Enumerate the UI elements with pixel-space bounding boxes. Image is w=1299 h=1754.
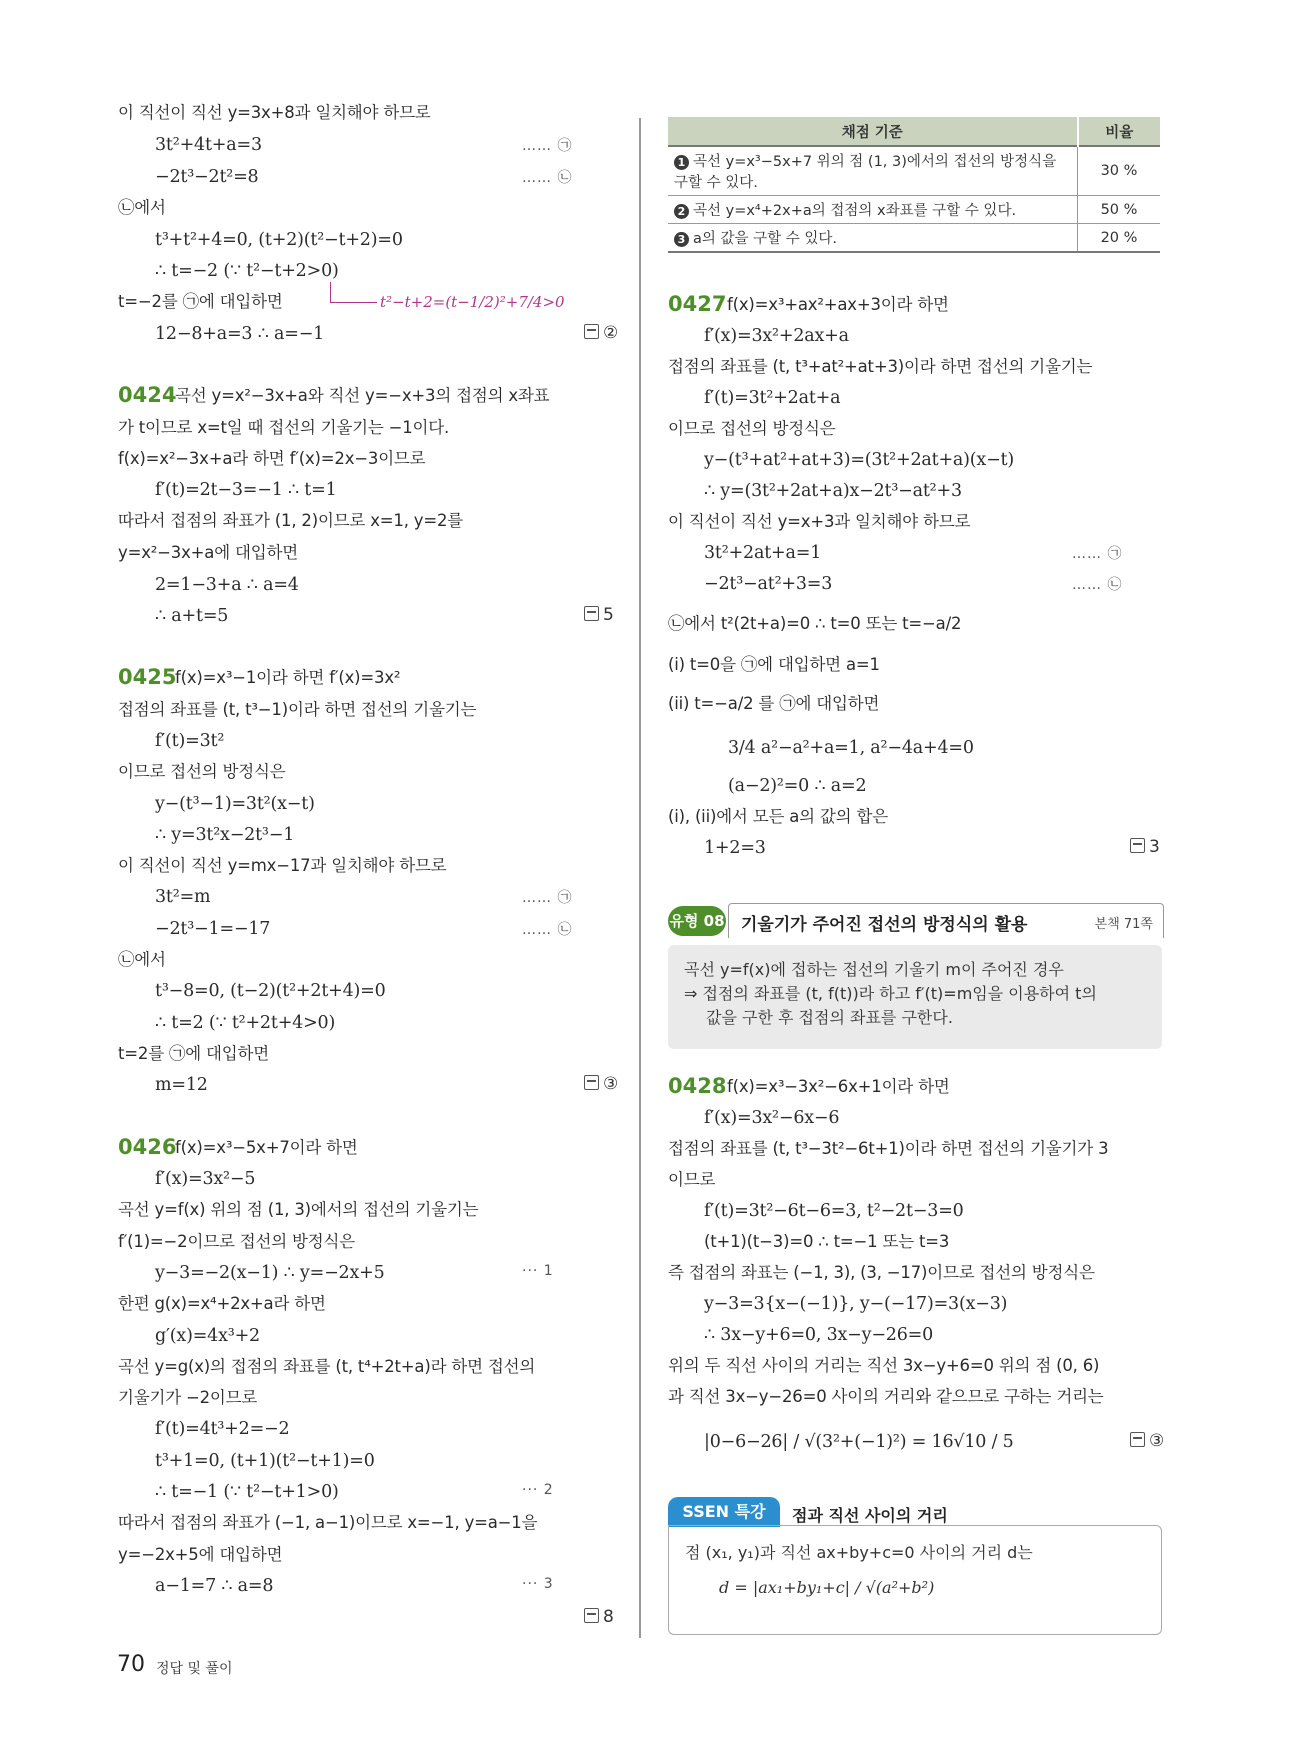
criteria-cell — [668, 146, 1078, 196]
type-page-reference: 본책 71쪽 — [1094, 917, 1153, 932]
answer-value: ③ — [1149, 1431, 1165, 1451]
solution-line: f′(t)=4t³+2=−2 — [155, 1419, 290, 1439]
solution-line: 한편 g(x)=x⁴+2x+a라 하면 — [118, 1294, 326, 1313]
footer-label: 정답 및 풀이 — [156, 1661, 233, 1677]
note-connector — [330, 282, 377, 303]
solution-line: t³+t²+4=0, (t+2)(t²−t+2)=0 — [155, 230, 403, 250]
solution-line: 3t²+2at+a=1 — [704, 543, 822, 563]
answer-value: ② — [603, 323, 619, 343]
solution-line: f′(t)=3t²−6t−6=3, t²−2t−3=0 — [704, 1201, 964, 1221]
type-title: 기울기가 주어진 접선의 방정식의 활용 — [741, 915, 1028, 935]
solution-line: (a−2)²=0 ∴ a=2 — [728, 776, 867, 796]
solution-line: m=12 — [155, 1075, 208, 1095]
solution-line: ∴ a+t=5 — [155, 606, 229, 626]
criteria-text: 곡선 y=x⁴+2x+a의 접점의 x좌표를 구할 수 있다. — [693, 203, 1017, 219]
solution-line: 접점의 좌표를 (t, t³−1)이라 하면 접선의 기울기는 — [118, 700, 477, 719]
solution-line: (i) t=0을 ㉠에 대입하면 a=1 — [668, 655, 880, 674]
rate-cell: 30 % — [1078, 146, 1161, 196]
problem-number: 0426 — [118, 1135, 177, 1159]
solution-line: 이 직선이 직선 y=3x+8과 일치해야 하므로 — [118, 103, 431, 122]
solution-line: y=−2x+5에 대입하면 — [118, 1545, 283, 1564]
answer-icon — [584, 606, 599, 621]
answer-icon — [584, 1608, 599, 1623]
solution-line: ㉡에서 t²(2t+a)=0 ∴ t=0 또는 t=−a/2 — [668, 614, 962, 633]
solution-line: (i), (ii)에서 모든 a의 값의 합은 — [668, 807, 888, 826]
solution-line: 3/4 a²−a²+a=1, a²−4a+4=0 — [728, 738, 974, 758]
answer-icon — [1130, 1432, 1145, 1447]
problem-number: 0428 — [668, 1074, 727, 1098]
problem-number: 0424 — [118, 383, 177, 407]
solution-line: t³+1=0, (t+1)(t²−t+1)=0 — [155, 1451, 375, 1471]
solution-line: 가 t이므로 x=t일 때 접선의 기울기는 −1이다. — [118, 418, 450, 437]
solution-line: f′(1)=−2이므로 접선의 방정식은 — [118, 1232, 355, 1251]
solution-line: ∴ t=−2 (∵ t²−t+2>0) — [155, 261, 339, 281]
equation-marker: …… ㉡ — [1072, 577, 1123, 593]
answer-value: 8 — [603, 1607, 614, 1627]
solution-line: f(x)=x³−5x+7이라 하면 — [175, 1138, 358, 1157]
equation-marker: …… ㉠ — [522, 138, 573, 154]
solution-line: y−(t³−1)=3t²(x−t) — [155, 794, 315, 814]
solution-line: t=−2를 ㉠에 대입하면 — [118, 292, 283, 311]
step-number-icon: 1 — [674, 155, 689, 170]
solution-line: 따라서 접점의 좌표가 (1, 2)이므로 x=1, y=2를 — [118, 511, 464, 530]
solution-line: −2t³−2t²=8 — [155, 167, 259, 187]
step-number-icon: 3 — [674, 232, 689, 247]
solution-line: 2=1−3+a ∴ a=4 — [155, 575, 299, 595]
solution-line: 따라서 접점의 좌표가 (−1, a−1)이므로 x=−1, y=a−1을 — [118, 1513, 538, 1532]
solution-line: 접점의 좌표를 (t, t³−3t²−6t+1)이라 하면 접선의 기울기가 3 — [668, 1139, 1109, 1158]
solution-line: 1+2=3 — [704, 838, 766, 858]
equation-marker: …… ㉡ — [522, 170, 573, 186]
type-header — [668, 903, 1162, 939]
type-body-line: 곡선 y=f(x)에 접하는 접선의 기울기 m이 주어진 경우 — [684, 960, 1064, 979]
solution-line: 3t²+4t+a=3 — [155, 135, 262, 155]
solution-line: 위의 두 직선 사이의 거리는 직선 3x−y+6=0 위의 점 (0, 6) — [668, 1356, 1100, 1375]
solution-line: y=x²−3x+a에 대입하면 — [118, 543, 298, 562]
equation-marker: …… ㉠ — [522, 890, 573, 906]
ssen-body-line: 점 (x₁, y₁)과 직선 ax+by+c=0 사이의 거리 d는 — [685, 1543, 1033, 1562]
equation-marker: ··· 2 — [522, 1482, 554, 1498]
answer-badge — [1130, 1431, 1164, 1451]
solution-line: 12−8+a=3 ∴ a=−1 — [155, 324, 325, 344]
solution-line: 즉 접점의 좌표는 (−1, 3), (3, −17)이므로 접선의 방정식은 — [668, 1263, 1095, 1282]
solution-line: 이 직선이 직선 y=x+3과 일치해야 하므로 — [668, 512, 971, 531]
type-body-line: ⇒ 접점의 좌표를 (t, f(t))라 하고 f′(t)=m임을 이용하여 t의 — [684, 984, 1097, 1003]
solution-line: 곡선 y=f(x) 위의 점 (1, 3)에서의 접선의 기울기는 — [118, 1200, 479, 1219]
solution-line: f′(t)=3t² — [155, 731, 225, 751]
solution-line: y−3=−2(x−1) ∴ y=−2x+5 — [155, 1263, 385, 1283]
solution-line: −2t³−at²+3=3 — [704, 574, 833, 594]
solution-line: f′(x)=3x²+2ax+a — [704, 326, 849, 346]
solution-line: y−(t³+at²+at+3)=(3t²+2at+a)(x−t) — [704, 450, 1015, 470]
answer-badge — [584, 605, 614, 625]
answer-badge — [584, 1607, 614, 1627]
solution-line: ㉡에서 — [118, 198, 166, 217]
equation-marker: …… ㉠ — [1072, 546, 1123, 562]
solution-line: 곡선 y=g(x)의 접점의 좌표를 (t, t⁴+2t+a)라 하면 접선의 — [118, 1357, 536, 1376]
solution-line: ∴ y=(3t²+2at+a)x−2t³−at²+3 — [704, 481, 962, 501]
ssen-formula: d = |ax₁+by₁+c| / √(a²+b²) — [719, 1578, 935, 1597]
table-row — [668, 146, 1160, 196]
equation-marker: ··· 1 — [522, 1263, 554, 1279]
solution-line: 곡선 y=x²−3x+a와 직선 y=−x+3의 접점의 x좌표 — [175, 386, 550, 405]
criteria-cell — [668, 196, 1078, 224]
criteria-text: 곡선 y=x³−5x+7 위의 점 (1, 3)에서의 접선의 방정식을 구할 수 있다. — [674, 154, 1057, 191]
solution-line: ∴ t=−1 (∵ t²−t+1>0) — [155, 1482, 339, 1502]
answer-value: ③ — [603, 1074, 619, 1094]
answer-badge — [584, 323, 618, 343]
solution-line: |0−6−26| / √(3²+(−1)²) = 16√10 / 5 — [704, 1432, 1014, 1452]
solution-line: 이므로 접선의 방정식은 — [118, 762, 286, 781]
type-badge: 유형 08 — [668, 906, 726, 936]
table-row — [668, 196, 1160, 224]
solution-line: y−3=3{x−(−1)}, y−(−17)=3(x−3) — [704, 1294, 1008, 1314]
ssen-special-box — [668, 1497, 1162, 1635]
solution-line: a−1=7 ∴ a=8 — [155, 1576, 274, 1596]
solution-line: ∴ y=3t²x−2t³−1 — [155, 825, 295, 845]
ssen-title: 점과 직선 사이의 거리 — [792, 1506, 948, 1525]
answer-badge — [1130, 837, 1160, 857]
solution-line: f(x)=x²−3x+a라 하면 f′(x)=2x−3이므로 — [118, 449, 426, 468]
solution-line: f′(x)=3x²−5 — [155, 1169, 256, 1189]
answer-icon — [584, 324, 599, 339]
rate-cell: 50 % — [1078, 196, 1161, 224]
solution-line: ㉡에서 — [118, 950, 166, 969]
table-row — [668, 224, 1160, 253]
answer-icon — [584, 1075, 599, 1090]
problem-number: 0427 — [668, 292, 727, 316]
type-summary-box — [668, 903, 1162, 1049]
ssen-badge: SSEN 특강 — [668, 1497, 780, 1527]
table-header-criteria: 채점 기준 — [668, 117, 1078, 146]
solution-line: t³−8=0, (t−2)(t²+2t+4)=0 — [155, 981, 386, 1001]
solution-line: f′(t)=3t²+2at+a — [704, 388, 841, 408]
solution-line: (t+1)(t−3)=0 ∴ t=−1 또는 t=3 — [704, 1232, 950, 1251]
solution-line: ∴ 3x−y+6=0, 3x−y−26=0 — [704, 1325, 934, 1345]
criteria-text: a의 값을 구할 수 있다. — [693, 231, 837, 247]
grading-criteria-table — [668, 117, 1160, 253]
step-number-icon: 2 — [674, 204, 689, 219]
solution-line: 과 직선 3x−y−26=0 사이의 거리와 같으므로 구하는 거리는 — [668, 1387, 1104, 1406]
solution-line: f(x)=x³−1이라 하면 f′(x)=3x² — [175, 668, 401, 687]
answer-icon — [1130, 838, 1145, 853]
solution-line: ∴ t=2 (∵ t²+2t+4>0) — [155, 1013, 336, 1033]
table-header-rate: 비율 — [1078, 117, 1161, 146]
solution-line: 기울기가 −2이므로 — [118, 1388, 258, 1407]
answer-value: 3 — [1149, 837, 1160, 857]
solution-line: (ii) t=−a/2 를 ㉠에 대입하면 — [668, 694, 880, 713]
criteria-cell — [668, 224, 1078, 253]
solution-line: 이 직선이 직선 y=mx−17과 일치해야 하므로 — [118, 856, 447, 875]
type-body-line: 값을 구한 후 접점의 좌표를 구한다. — [706, 1008, 953, 1027]
solution-line: t=2를 ㉠에 대입하면 — [118, 1044, 270, 1063]
side-note: t²−t+2=(t−1/2)²+7/4>0 — [380, 293, 565, 311]
solution-line: 이므로 — [668, 1170, 716, 1189]
solution-line: f′(t)=2t−3=−1 ∴ t=1 — [155, 480, 337, 500]
solution-line: 3t²=m — [155, 887, 211, 907]
solution-line: f(x)=x³−3x²−6x+1이라 하면 — [727, 1077, 950, 1096]
ssen-body — [668, 1525, 1162, 1635]
answer-value: 5 — [603, 605, 614, 625]
solution-line: 접점의 좌표를 (t, t³+at²+at+3)이라 하면 접선의 기울기는 — [668, 357, 1093, 376]
rate-cell: 20 % — [1078, 224, 1161, 253]
type-body — [668, 945, 1162, 1049]
solution-line: f(x)=x³+ax²+ax+3이라 하면 — [727, 295, 949, 314]
equation-marker: ··· 3 — [522, 1576, 554, 1592]
column-divider — [639, 118, 641, 1638]
answer-badge — [584, 1074, 618, 1094]
page-number: 70 — [117, 1652, 145, 1677]
solution-line: 이므로 접선의 방정식은 — [668, 419, 836, 438]
solution-line: g′(x)=4x³+2 — [155, 1326, 260, 1346]
equation-marker: …… ㉡ — [522, 922, 573, 938]
solution-line: f′(x)=3x²−6x−6 — [704, 1108, 840, 1128]
type-title-frame — [728, 903, 1164, 938]
problem-number: 0425 — [118, 665, 177, 689]
solution-line: −2t³−1=−17 — [155, 919, 271, 939]
